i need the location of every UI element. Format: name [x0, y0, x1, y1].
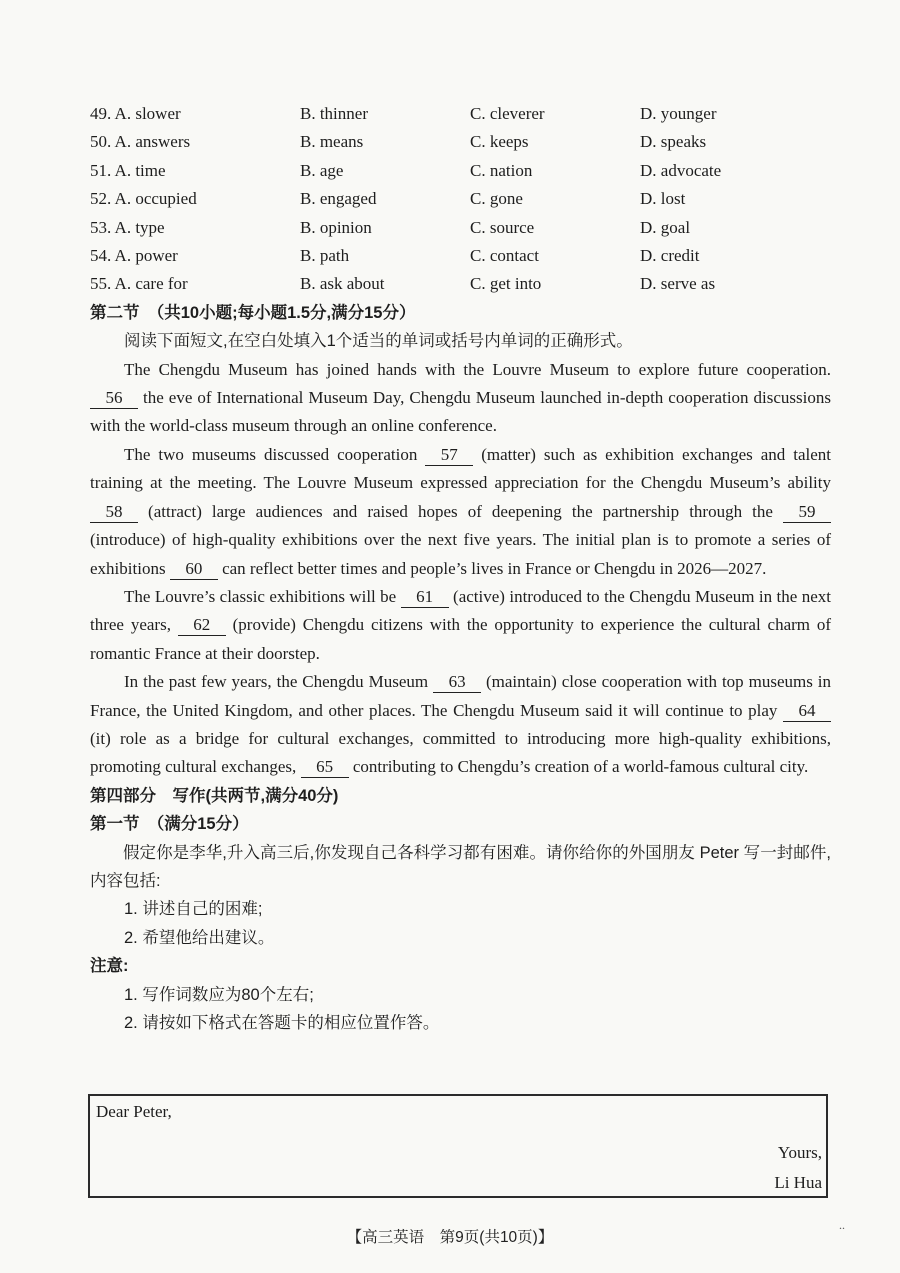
- cloze-instruction: 阅读下面短文,在空白处填入1个适当的单词或括号内单词的正确形式。: [124, 332, 633, 351]
- cloze-blank-65: 65: [301, 757, 349, 778]
- option-row: [90, 214, 831, 242]
- cloze-blank-64: 64: [783, 701, 831, 722]
- option-cell: B. engaged: [300, 189, 377, 209]
- cloze-paragraph-4: In the past few years, the Chengdu Museum 63 (maintain) close cooperation with top museums in France, the United Kingdom, and other places. The Chengdu Museum said it will continue to play 64 (it) role as a bridge for cultural exchanges, committed to introducing more high-quality exhibitions, promoting cultural exchanges, 65 contributing to Chengdu’s creation of a world-famous cultural city.: [90, 672, 831, 777]
- writing-point-1: 1. 讲述自己的困难;: [124, 900, 263, 919]
- letter-signature: Li Hua: [774, 1173, 822, 1192]
- cloze-paragraph-2: The two museums discussed cooperation 57 (matter) such as exhibition exchanges and talent training at the meeting. The Louvre Museum expressed appreciation for the Chengdu Museum’s ability 58 (attract) large audiences and raised hopes of deepening the partnership through the 59 (introduce) of high-quality exhibitions over the next five years. The initial plan is to promote a series of exhibitions 60 can reflect better times and people’s lives in France or Chengdu in 2026—2027.: [90, 444, 831, 578]
- writing-prompt: 假定你是李华,升入高三后,你发现自己各科学习都有困难。请你给你的外国朋友 Peter 写一封邮件,内容包括:: [90, 843, 831, 890]
- page-content: [90, 100, 831, 1037]
- cloze-paragraph-3: The Louvre’s classic exhibitions will be 61 (active) introduced to the Chengdu Museum in the next three years, 62 (provide) Chengdu citizens with the opportunity to experience the cultural charm of romantic France at their doorstep.: [90, 586, 832, 663]
- notes-label: 注意:: [90, 957, 129, 976]
- writing-note-2: 2. 请按如下格式在答题卡的相应位置作答。: [124, 1014, 440, 1032]
- section2-heading: 第二节 （共10小题;每小题1.5分,满分15分）: [90, 303, 416, 322]
- answer-letter-box: [88, 1094, 828, 1198]
- letter-salutation: Dear Peter,: [96, 1102, 172, 1121]
- options-table: [90, 100, 831, 299]
- writing-section1-heading: 第一节 （满分15分）: [90, 815, 249, 834]
- cloze-blank-57: 57: [425, 445, 473, 466]
- option-cell: D. speaks: [640, 132, 707, 152]
- option-cell: 53. A. type: [90, 217, 165, 237]
- letter-closing-block: [774, 1138, 822, 1198]
- cloze-blank-63: 63: [433, 672, 481, 693]
- option-cell: D. goal: [640, 217, 691, 237]
- option-cell: D. credit: [640, 246, 700, 266]
- cloze-blank-62: 62: [178, 615, 226, 636]
- option-row: [90, 270, 831, 298]
- option-cell: 52. A. occupied: [90, 189, 197, 209]
- cloze-blank-56: 56: [90, 388, 138, 409]
- option-cell: C. get into: [470, 274, 542, 294]
- option-row: [90, 100, 831, 128]
- option-row: [90, 157, 831, 185]
- cloze-blank-60: 60: [170, 559, 218, 580]
- option-row: [90, 185, 831, 213]
- option-cell: B. age: [300, 160, 344, 180]
- option-row: [90, 242, 831, 270]
- option-cell: C. contact: [470, 246, 539, 266]
- option-cell: B. opinion: [300, 217, 372, 237]
- option-cell: B. means: [300, 132, 364, 152]
- writing-point-2: 2. 希望他给出建议。: [124, 928, 275, 947]
- option-cell: C. nation: [470, 160, 533, 180]
- option-cell: 54. A. power: [90, 246, 178, 266]
- cloze-paragraph-1: The Chengdu Museum has joined hands with the Louvre Museum to explore future cooperation. 56 the eve of International Museum Day, Chengdu Museum launched in-depth cooperation discussions with the world-class museum through an online conference.: [90, 359, 831, 436]
- option-row: [90, 128, 831, 156]
- option-cell: B. path: [300, 246, 350, 266]
- option-cell: 50. A. answers: [90, 132, 191, 152]
- option-cell: C. gone: [470, 189, 523, 209]
- option-cell: 51. A. time: [90, 160, 166, 180]
- option-cell: D. serve as: [640, 274, 716, 294]
- option-cell: C. keeps: [470, 132, 529, 152]
- option-cell: B. ask about: [300, 274, 385, 294]
- part4-heading: 第四部分 写作(共两节,满分40分): [90, 786, 339, 805]
- writing-note-1: 1. 写作词数应为80个左右;: [124, 985, 314, 1004]
- option-cell: 55. A. care for: [90, 274, 188, 294]
- page-footer: 【高三英语 第9页(共10页)】: [346, 1229, 554, 1246]
- cloze-blank-59: 59: [783, 502, 831, 523]
- option-cell: D. lost: [640, 189, 686, 209]
- option-cell: B. thinner: [300, 104, 368, 123]
- cloze-blank-61: 61: [401, 587, 449, 608]
- cloze-blank-58: 58: [90, 502, 138, 523]
- letter-closing: Yours,: [777, 1143, 822, 1162]
- option-cell: C. cleverer: [470, 104, 545, 123]
- option-cell: C. source: [470, 217, 535, 237]
- option-cell: D. advocate: [640, 160, 722, 180]
- scan-artifact: ..: [839, 1218, 845, 1232]
- option-cell: 49. A. slower: [90, 104, 181, 123]
- option-cell: D. younger: [640, 104, 717, 123]
